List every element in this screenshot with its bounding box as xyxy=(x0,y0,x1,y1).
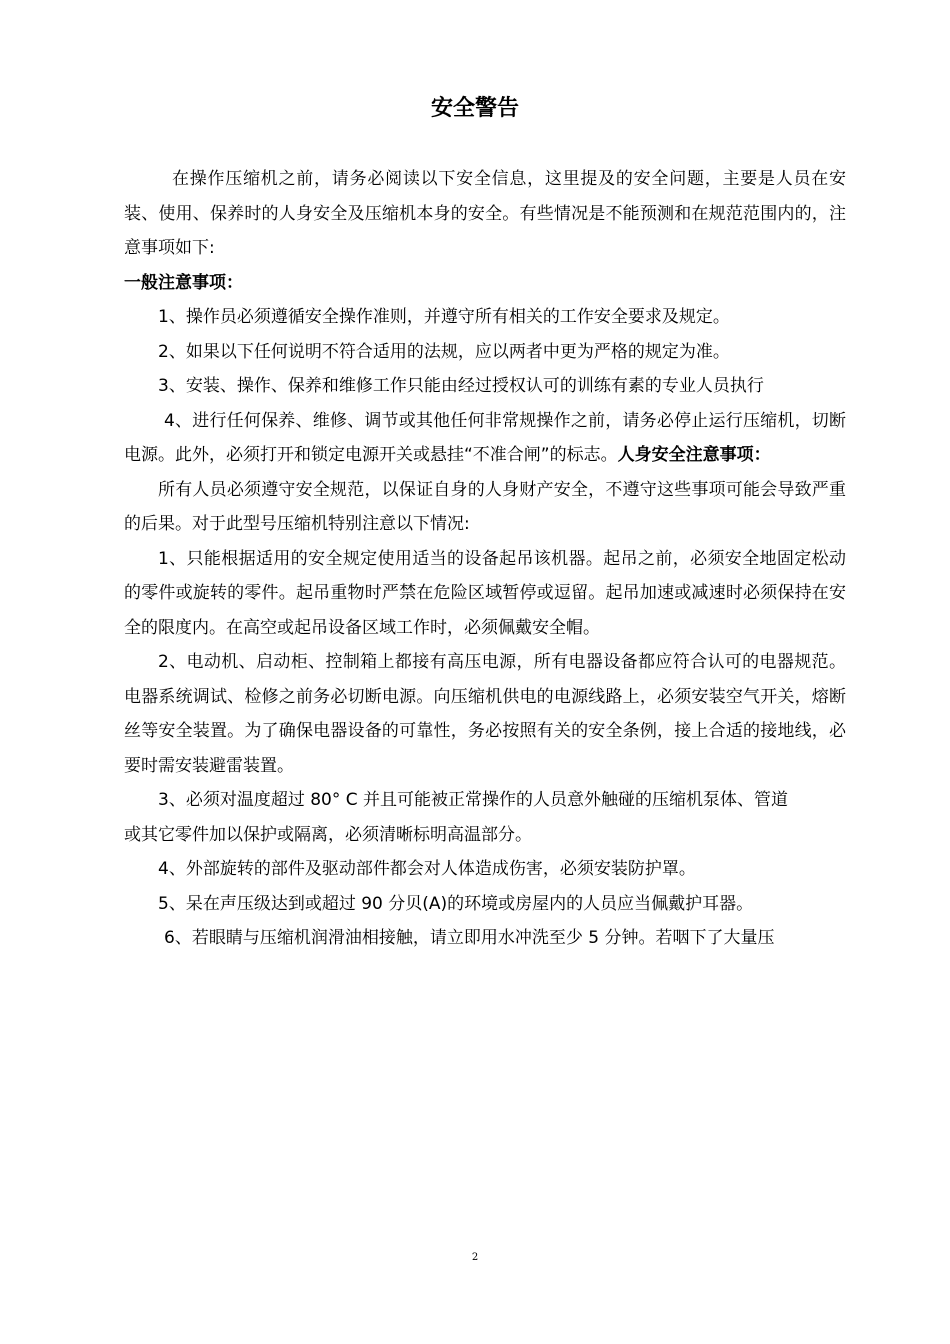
personal-item-4: 4、外部旋转的部件及驱动部件都会对人体造成伤害，必须安装防护罩。 xyxy=(158,859,696,879)
general-item-3: 3、安装、操作、保养和维修工作只能由经过授权认可的训练有素的专业人员执行 xyxy=(158,376,764,396)
personal-intro-paragraph: 所有人员必须遵守安全规范，以保证自身的人身财产安全，不遵守这些事项可能会导致严重的后果。对于此型号压缩机特别注意以下情况: xyxy=(124,479,846,534)
page-number: 2 xyxy=(471,1252,479,1263)
personal-item-1: 1、只能根据适用的安全规定使用适当的设备起吊该机器。起吊之前，必须安全地固定松动的零件或旋转的零件。起吊重物时严禁在危险区域暂停或逗留。起吊加速或减速时必须保持在安全的限度内。在高空或起吊设备区域工作时，必须佩戴安全帽。 xyxy=(124,548,846,638)
personal-item-3-continued: 或其它零件加以保护或隔离，必须清晰标明高温部分。 xyxy=(124,824,532,845)
personal-item-5: 5、呆在声压级达到或超过 90 分贝(A)的环境或房屋内的人员应当佩戴护耳器。 xyxy=(158,893,754,914)
document-body xyxy=(124,162,846,956)
general-item-2: 2、如果以下任何说明不符合适用的法规，应以两者中更为严格的规定为准。 xyxy=(158,341,730,362)
personal-item-3: 3、必须对温度超过 80° C 并且可能被正常操作的人员意外触碰的压缩机泵体、管道 xyxy=(158,790,789,810)
general-item-4-text: 4、进行任何保养、维修、调节或其他任何非常规操作之前，请务必停止运行压缩机，切断电源。此外，必须打开和锁定电源开关或悬挂“不准合闸”的标志。 xyxy=(124,410,846,465)
page-title: 安全警告 xyxy=(430,96,519,121)
personal-item-6: 6、若眼睛与压缩机润滑油相接触，请立即用水冲洗至少 5 分钟。若咽下了大量压 xyxy=(164,928,775,948)
general-item-4 xyxy=(124,404,846,473)
intro-paragraph: 在操作压缩机之前，请务必阅读以下安全信息，这里提及的安全问题，主要是人员在安装、使用、保养时的人身安全及压缩机本身的安全。有些情况是不能预测和在规范范围内的，注意事项如下: xyxy=(124,169,846,258)
general-item-1: 1、操作员必须遵循安全操作准则，并遵守所有相关的工作安全要求及规定。 xyxy=(158,307,730,327)
general-notes-heading: 一般注意事项： xyxy=(124,272,243,293)
personal-notes-heading: 人身安全注意事项： xyxy=(617,445,771,465)
personal-item-2: 2、电动机、启动柜、控制箱上都接有高压电源，所有电器设备都应符合认可的电器规范。电器系统调试、检修之前务必切断电源。向压缩机供电的电源线路上，必须安装空气开关，熔断丝等安全装置。为了确保电器设备的可靠性，务必按照有关的安全条例，接上合适的接地线，必要时需安装避雷装置。 xyxy=(124,652,846,776)
